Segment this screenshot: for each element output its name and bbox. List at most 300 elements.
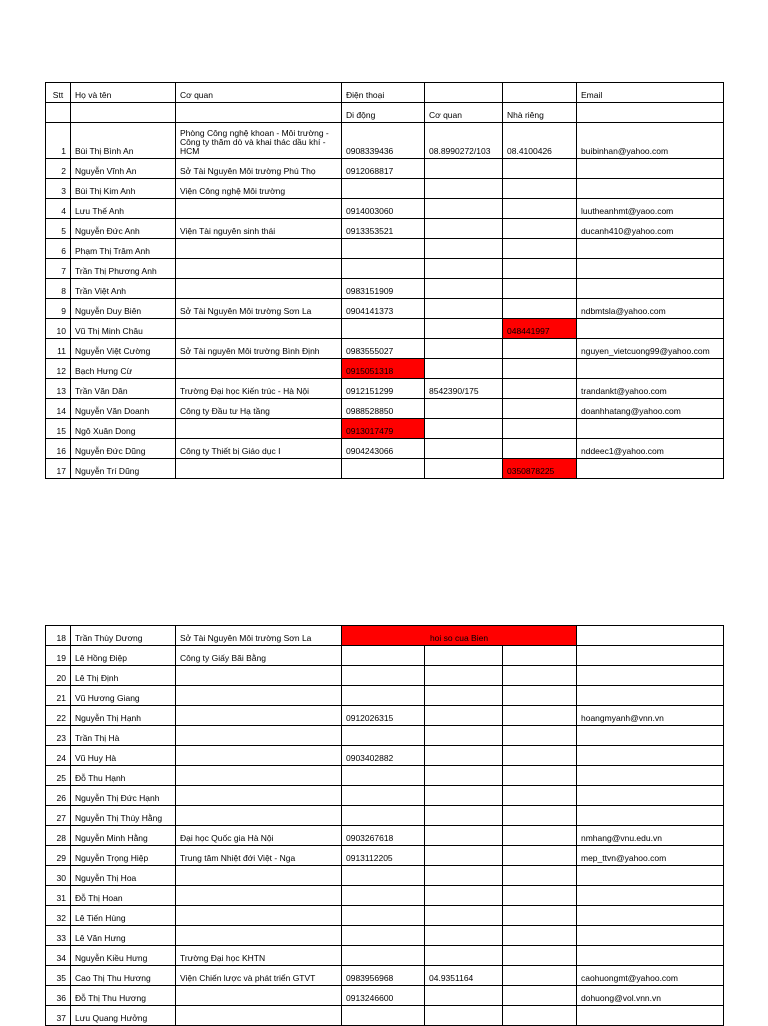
- cell-office: [425, 906, 503, 926]
- cell-home: [503, 379, 577, 399]
- cell-home: [503, 199, 577, 219]
- cell-stt: 22: [46, 706, 71, 726]
- cell-home: [503, 419, 577, 439]
- cell-stt: 13: [46, 379, 71, 399]
- cell-stt: 16: [46, 439, 71, 459]
- cell-mobile: 0913246600: [342, 986, 425, 1006]
- cell-home: [503, 359, 577, 379]
- cell-home: 0350878225: [503, 459, 577, 479]
- cell-mobile: [342, 319, 425, 339]
- cell-name: Cao Thị Thu Hương: [71, 966, 176, 986]
- cell-home: [503, 746, 577, 766]
- table-row: [46, 666, 724, 686]
- cell-office: [425, 986, 503, 1006]
- cell-mobile: 0915051318: [342, 359, 425, 379]
- cell-stt: 30: [46, 866, 71, 886]
- cell-email: [577, 179, 724, 199]
- cell-home: 048441997: [503, 319, 577, 339]
- cell-stt: 8: [46, 279, 71, 299]
- table-row: [46, 439, 724, 459]
- cell-mobile: 0908339436: [342, 123, 425, 159]
- cell-mobile: [342, 1006, 425, 1026]
- cell-mobile: [342, 726, 425, 746]
- header-blank-1: [425, 83, 503, 103]
- cell-home: [503, 846, 577, 866]
- cell-agency: Viện Chiến lược và phát triển GTVT: [176, 966, 342, 986]
- cell-office: [425, 766, 503, 786]
- cell-mobile: 0904243066: [342, 439, 425, 459]
- cell-stt: 27: [46, 806, 71, 826]
- cell-agency: Công ty Đầu tư Hạ tầng: [176, 399, 342, 419]
- cell-stt: 1: [46, 123, 71, 159]
- cell-agency: [176, 806, 342, 826]
- cell-home: [503, 766, 577, 786]
- cell-agency: Phòng Công nghệ khoan - Môi trường - Công ty thăm dò và khai thác dầu khí - HCM: [176, 123, 342, 159]
- cell-office: [425, 199, 503, 219]
- cell-stt: 23: [46, 726, 71, 746]
- cell-home: [503, 786, 577, 806]
- cell-agency: Sở Tài Nguyên Môi trường Sơn La: [176, 626, 342, 646]
- header-home: Nhà riêng: [503, 103, 577, 123]
- cell-email: ducanh410@yahoo.com: [577, 219, 724, 239]
- cell-home: [503, 646, 577, 666]
- cell-email: caohuongmt@yahoo.com: [577, 966, 724, 986]
- cell-stt: 26: [46, 786, 71, 806]
- cell-home: [503, 219, 577, 239]
- cell-office: [425, 686, 503, 706]
- cell-office: [425, 239, 503, 259]
- cell-email: [577, 159, 724, 179]
- header-blank-4: [71, 103, 176, 123]
- cell-agency: [176, 906, 342, 926]
- cell-office: [425, 179, 503, 199]
- cell-mobile: 0903267618: [342, 826, 425, 846]
- table-row: [46, 786, 724, 806]
- cell-mobile: [342, 886, 425, 906]
- cell-stt: 6: [46, 239, 71, 259]
- cell-name: Nguyễn Thị Thúy Hằng: [71, 806, 176, 826]
- cell-mobile: [342, 646, 425, 666]
- table-row: [46, 179, 724, 199]
- table-row: [46, 123, 724, 159]
- cell-agency: [176, 986, 342, 1006]
- cell-stt: 31: [46, 886, 71, 906]
- contact-table-part-2: [45, 625, 724, 1026]
- cell-stt: 33: [46, 926, 71, 946]
- cell-agency: [176, 1006, 342, 1026]
- cell-stt: 28: [46, 826, 71, 846]
- cell-mobile: 0912026315: [342, 706, 425, 726]
- cell-name: Trần Thị Phương Anh: [71, 259, 176, 279]
- cell-office: 8542390/175: [425, 379, 503, 399]
- cell-mobile: 0983956968: [342, 966, 425, 986]
- cell-name: Vũ Hương Giang: [71, 686, 176, 706]
- cell-name: Nguyễn Trọng Hiệp: [71, 846, 176, 866]
- table-row: [46, 766, 724, 786]
- cell-office: [425, 726, 503, 746]
- cell-name: Nguyễn Thị Hoa: [71, 866, 176, 886]
- cell-email: [577, 459, 724, 479]
- cell-name: Nguyễn Đức Anh: [71, 219, 176, 239]
- table-row: [46, 339, 724, 359]
- cell-home: [503, 299, 577, 319]
- cell-office: [425, 806, 503, 826]
- cell-mobile: [342, 766, 425, 786]
- cell-home: [503, 399, 577, 419]
- cell-name: Bùi Thị Bình An: [71, 123, 176, 159]
- cell-home: [503, 946, 577, 966]
- cell-name: Trần Thùy Dương: [71, 626, 176, 646]
- cell-mobile: 0914003060: [342, 199, 425, 219]
- header-name: Họ và tên: [71, 83, 176, 103]
- cell-stt: 29: [46, 846, 71, 866]
- cell-mobile: 0913017479: [342, 419, 425, 439]
- cell-email: dohuong@vol.vnn.vn: [577, 986, 724, 1006]
- table-row: [46, 926, 724, 946]
- cell-email: [577, 279, 724, 299]
- header-blank-2: [503, 83, 577, 103]
- cell-mobile: 0983555027: [342, 339, 425, 359]
- table-row: [46, 866, 724, 886]
- contact-table-part-1: [45, 82, 724, 479]
- cell-email: [577, 239, 724, 259]
- table-row: [46, 259, 724, 279]
- cell-email: nddeec1@yahoo.com: [577, 439, 724, 459]
- cell-stt: 11: [46, 339, 71, 359]
- cell-home: [503, 966, 577, 986]
- cell-office: [425, 419, 503, 439]
- table-row: [46, 846, 724, 866]
- cell-office: [425, 666, 503, 686]
- cell-name: Nguyễn Đức Dũng: [71, 439, 176, 459]
- header-blank-3: [46, 103, 71, 123]
- table-row: [46, 359, 724, 379]
- cell-mobile: [342, 666, 425, 686]
- cell-stt: 5: [46, 219, 71, 239]
- header-row-1: [46, 83, 724, 103]
- cell-stt: 19: [46, 646, 71, 666]
- cell-email: mep_ttvn@yahoo.com: [577, 846, 724, 866]
- cell-email: trandankt@yahoo.com: [577, 379, 724, 399]
- cell-name: Bạch Hưng Cừ: [71, 359, 176, 379]
- cell-stt: 36: [46, 986, 71, 1006]
- cell-home: [503, 986, 577, 1006]
- cell-email: [577, 886, 724, 906]
- cell-agency: [176, 686, 342, 706]
- table-row: [46, 319, 724, 339]
- cell-office: [425, 279, 503, 299]
- cell-stt: 14: [46, 399, 71, 419]
- header-agency: Cơ quan: [176, 83, 342, 103]
- cell-name: Nguyễn Minh Hằng: [71, 826, 176, 846]
- cell-email: [577, 766, 724, 786]
- cell-home: [503, 866, 577, 886]
- table-row: [46, 646, 724, 666]
- cell-email: nmhang@vnu.edu.vn: [577, 826, 724, 846]
- cell-agency: [176, 199, 342, 219]
- table-row: [46, 459, 724, 479]
- cell-home: [503, 806, 577, 826]
- cell-email: ndbmtsla@yahoo.com: [577, 299, 724, 319]
- cell-name: Nguyễn Trí Dũng: [71, 459, 176, 479]
- cell-name: Trần Thị Hà: [71, 726, 176, 746]
- cell-mobile: [342, 926, 425, 946]
- cell-office: [425, 259, 503, 279]
- cell-email: [577, 746, 724, 766]
- cell-stt: 35: [46, 966, 71, 986]
- cell-office: 08.8990272/103: [425, 123, 503, 159]
- cell-office: [425, 826, 503, 846]
- cell-email: [577, 646, 724, 666]
- cell-stt: 10: [46, 319, 71, 339]
- cell-email: buibinhan@yahoo.com: [577, 123, 724, 159]
- cell-office: [425, 926, 503, 946]
- cell-stt: 21: [46, 686, 71, 706]
- cell-office: [425, 359, 503, 379]
- cell-email: [577, 1006, 724, 1026]
- cell-home: [503, 926, 577, 946]
- cell-agency: Viện Tài nguyên sinh thái: [176, 219, 342, 239]
- cell-agency: [176, 419, 342, 439]
- cell-office: [425, 866, 503, 886]
- table-row: [46, 986, 724, 1006]
- cell-agency: Công ty Thiết bị Giáo dục I: [176, 439, 342, 459]
- cell-email: [577, 786, 724, 806]
- cell-home: [503, 686, 577, 706]
- cell-mobile: [342, 686, 425, 706]
- cell-stt: 18: [46, 626, 71, 646]
- cell-office: [425, 746, 503, 766]
- table-row: [46, 746, 724, 766]
- cell-stt: 25: [46, 766, 71, 786]
- cell-office: [425, 646, 503, 666]
- cell-name: Nguyễn Thị Hạnh: [71, 706, 176, 726]
- cell-email: [577, 259, 724, 279]
- cell-mobile: [342, 259, 425, 279]
- cell-agency: [176, 319, 342, 339]
- cell-email: [577, 359, 724, 379]
- cell-mobile: 0903402882: [342, 746, 425, 766]
- table-row: [46, 219, 724, 239]
- cell-name: Trần Văn Dân: [71, 379, 176, 399]
- cell-email: [577, 319, 724, 339]
- cell-stt: 4: [46, 199, 71, 219]
- cell-mobile: [342, 459, 425, 479]
- cell-name: Ngô Xuân Dong: [71, 419, 176, 439]
- cell-agency: Công ty Giấy Bãi Bằng: [176, 646, 342, 666]
- table-row: [46, 966, 724, 986]
- cell-home: [503, 439, 577, 459]
- table-row: [46, 159, 724, 179]
- cell-mobile: [342, 179, 425, 199]
- header-blank-6: [577, 103, 724, 123]
- cell-stt: 17: [46, 459, 71, 479]
- cell-office: [425, 439, 503, 459]
- cell-email: luutheanhmt@yaoo.com: [577, 199, 724, 219]
- table-row: [46, 686, 724, 706]
- cell-agency: [176, 866, 342, 886]
- cell-email: [577, 726, 724, 746]
- cell-agency: [176, 359, 342, 379]
- table-row: [46, 239, 724, 259]
- cell-agency: [176, 726, 342, 746]
- cell-email: doanhhatang@yahoo.com: [577, 399, 724, 419]
- cell-home: [503, 886, 577, 906]
- table-row: [46, 726, 724, 746]
- cell-office: [425, 946, 503, 966]
- cell-email: hoangmyanh@vnn.vn: [577, 706, 724, 726]
- header-phone: Điện thoại: [342, 83, 425, 103]
- cell-name: Đỗ Thu Hạnh: [71, 766, 176, 786]
- cell-stt: 34: [46, 946, 71, 966]
- table-row: [46, 826, 724, 846]
- cell-email: nguyen_vietcuong99@yahoo.com: [577, 339, 724, 359]
- header-mobile: Di động: [342, 103, 425, 123]
- cell-stt: 9: [46, 299, 71, 319]
- table-row: [46, 1006, 724, 1026]
- cell-office: [425, 319, 503, 339]
- table-row: [46, 379, 724, 399]
- cell-agency: Trường Đại học Kiến trúc - Hà Nội: [176, 379, 342, 399]
- cell-agency: [176, 926, 342, 946]
- cell-office: [425, 219, 503, 239]
- table-row: [46, 886, 724, 906]
- table-row: [46, 279, 724, 299]
- cell-agency: [176, 786, 342, 806]
- cell-email: [577, 626, 724, 646]
- cell-name: Lê Tiến Hùng: [71, 906, 176, 926]
- cell-agency: Viện Công nghệ Môi trường: [176, 179, 342, 199]
- cell-agency: [176, 259, 342, 279]
- cell-email: [577, 666, 724, 686]
- cell-home: [503, 279, 577, 299]
- cell-name: Bùi Thị Kim Anh: [71, 179, 176, 199]
- cell-home: [503, 259, 577, 279]
- cell-email: [577, 419, 724, 439]
- cell-mobile: 0913112205: [342, 846, 425, 866]
- cell-home: [503, 826, 577, 846]
- table-row: [46, 419, 724, 439]
- cell-agency: [176, 886, 342, 906]
- cell-stt: 24: [46, 746, 71, 766]
- cell-agency: [176, 279, 342, 299]
- cell-name: Lê Thị Định: [71, 666, 176, 686]
- cell-mobile: [342, 786, 425, 806]
- cell-stt: 3: [46, 179, 71, 199]
- cell-agency: [176, 746, 342, 766]
- cell-name: Nguyễn Thị Đức Hạnh: [71, 786, 176, 806]
- table-row: [46, 706, 724, 726]
- cell-stt: 15: [46, 419, 71, 439]
- table-row: [46, 946, 724, 966]
- table-row: [46, 806, 724, 826]
- cell-office: [425, 1006, 503, 1026]
- cell-home: [503, 179, 577, 199]
- cell-agency: Đại học Quốc gia Hà Nội: [176, 826, 342, 846]
- cell-name: Nguyễn Văn Doanh: [71, 399, 176, 419]
- cell-agency: [176, 666, 342, 686]
- table-row: [46, 199, 724, 219]
- cell-office: 04.9351164: [425, 966, 503, 986]
- cell-home: [503, 339, 577, 359]
- cell-email: [577, 926, 724, 946]
- cell-home: [503, 159, 577, 179]
- cell-home: [503, 906, 577, 926]
- cell-name: Nguyễn Duy Biên: [71, 299, 176, 319]
- table-row: [46, 399, 724, 419]
- cell-mobile: [342, 866, 425, 886]
- cell-email: [577, 806, 724, 826]
- cell-name: Lê Văn Hưng: [71, 926, 176, 946]
- cell-agency: Sở Tài Nguyên Môi trường Phú Thọ: [176, 159, 342, 179]
- cell-email: [577, 906, 724, 926]
- cell-agency: Trung tâm Nhiệt đới Việt - Nga: [176, 846, 342, 866]
- header-office: Cơ quan: [425, 103, 503, 123]
- cell-office: [425, 299, 503, 319]
- header-email: Email: [577, 83, 724, 103]
- cell-agency: Trường Đại học KHTN: [176, 946, 342, 966]
- cell-office: [425, 459, 503, 479]
- cell-name: Lưu Thế Anh: [71, 199, 176, 219]
- header-stt: Stt: [46, 83, 71, 103]
- cell-name: Nguyễn Kiều Hưng: [71, 946, 176, 966]
- cell-mobile: [342, 906, 425, 926]
- cell-agency: [176, 766, 342, 786]
- cell-office: [425, 846, 503, 866]
- cell-home: [503, 239, 577, 259]
- cell-office: [425, 786, 503, 806]
- cell-office: [425, 399, 503, 419]
- cell-mobile: 0904141373: [342, 299, 425, 319]
- cell-mobile: [342, 946, 425, 966]
- cell-agency: Sở Tài Nguyên Môi trường Sơn La: [176, 299, 342, 319]
- cell-agency: Sở Tài nguyên Môi trường Bình Định: [176, 339, 342, 359]
- cell-home: 08.4100426: [503, 123, 577, 159]
- cell-name: Đỗ Thị Thu Hương: [71, 986, 176, 1006]
- cell-stt: 37: [46, 1006, 71, 1026]
- cell-home: [503, 666, 577, 686]
- cell-name: Vũ Thị Minh Châu: [71, 319, 176, 339]
- cell-email: [577, 686, 724, 706]
- cell-stt: 12: [46, 359, 71, 379]
- cell-name: Phạm Thị Trâm Anh: [71, 239, 176, 259]
- cell-home: [503, 1006, 577, 1026]
- cell-email: [577, 946, 724, 966]
- table-row: [46, 626, 724, 646]
- cell-name: Lưu Quang Hưởng: [71, 1006, 176, 1026]
- cell-stt: 32: [46, 906, 71, 926]
- cell-name: Vũ Huy Hà: [71, 746, 176, 766]
- cell-note: hoi so cua Bien: [342, 626, 577, 646]
- cell-mobile: 0983151909: [342, 279, 425, 299]
- table-row: [46, 906, 724, 926]
- cell-mobile: [342, 239, 425, 259]
- cell-mobile: 0912151299: [342, 379, 425, 399]
- cell-mobile: [342, 806, 425, 826]
- table-row: [46, 299, 724, 319]
- cell-stt: 20: [46, 666, 71, 686]
- cell-stt: 7: [46, 259, 71, 279]
- cell-mobile: 0912068817: [342, 159, 425, 179]
- cell-name: Lê Hồng Điệp: [71, 646, 176, 666]
- cell-office: [425, 886, 503, 906]
- cell-name: Trần Việt Anh: [71, 279, 176, 299]
- cell-email: [577, 866, 724, 886]
- cell-agency: [176, 239, 342, 259]
- cell-office: [425, 159, 503, 179]
- cell-name: Đỗ Thị Hoan: [71, 886, 176, 906]
- header-blank-5: [176, 103, 342, 123]
